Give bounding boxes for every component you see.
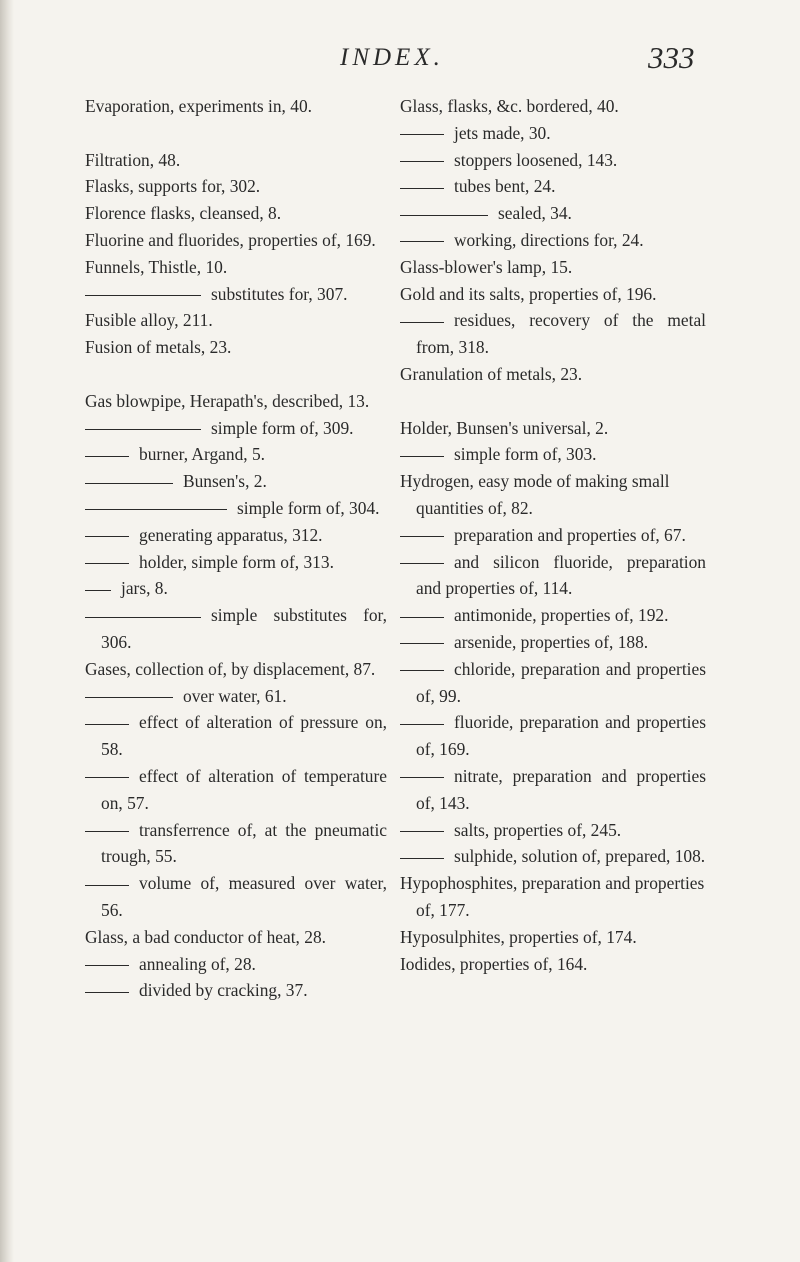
index-entry (85, 924, 387, 951)
entry-text: arsenide, properties of, 188. (454, 631, 649, 652)
index-subentry (85, 441, 387, 468)
ditto-dash (400, 241, 444, 242)
entry-text: Gases, collection of, by displacement, 87. (85, 658, 376, 679)
index-entry (85, 388, 387, 415)
ditto-dash (400, 831, 444, 832)
index-entry (400, 468, 706, 522)
index-subentry (400, 763, 706, 817)
entry-text: Glass-blower's lamp, 15. (400, 256, 573, 277)
ditto-dash (400, 643, 444, 644)
entry-text: Funnels, Thistle, 10. (85, 256, 228, 277)
entry-text: divided by cracking, 37. (139, 980, 308, 1001)
index-subentry (400, 522, 706, 549)
index-subentry (400, 602, 706, 629)
index-subentry (400, 227, 706, 254)
entry-text: sealed, 34. (498, 203, 572, 224)
entry-text: working, directions for, 24. (454, 229, 644, 250)
entry-text: simple form of, 309. (211, 417, 354, 438)
index-subentry (400, 200, 706, 227)
entry-text: volume of, measured over water, 56. (101, 873, 387, 920)
ditto-dash (400, 161, 444, 162)
index-subentry (85, 683, 387, 710)
ditto-dash (400, 724, 444, 725)
entry-text: jets made, 30. (454, 122, 551, 143)
index-entry (85, 93, 387, 120)
ditto-dash (85, 429, 201, 430)
ditto-dash (85, 617, 201, 618)
index-entry (400, 870, 706, 924)
index-column-left (85, 93, 387, 1004)
entry-text: generating apparatus, 312. (139, 524, 323, 545)
index-entry (400, 281, 706, 308)
ditto-dash (85, 563, 129, 564)
index-entry (85, 147, 387, 174)
entry-text: Hydrogen, easy mode of making small quantities of, 82. (400, 471, 670, 518)
index-subentry (85, 468, 387, 495)
ditto-dash (400, 456, 444, 457)
entry-text: Holder, Bunsen's universal, 2. (400, 417, 609, 438)
index-entry (85, 307, 387, 334)
entry-text: Bunsen's, 2. (183, 471, 267, 492)
index-subentry (400, 147, 706, 174)
index-entry (85, 254, 387, 281)
entry-text: nitrate, preparation and properties of, 143. (416, 765, 706, 813)
entry-text: effect of alteration of pressure on, 58. (101, 712, 387, 760)
ditto-dash (85, 965, 129, 966)
index-entry (85, 656, 387, 683)
ditto-dash (400, 536, 444, 537)
ditto-dash (85, 590, 111, 591)
index-entry (85, 227, 387, 254)
ditto-dash (85, 831, 129, 832)
entry-text: stoppers loosened, 143. (454, 149, 618, 170)
entry-text: salts, properties of, 245. (454, 819, 622, 840)
entry-text: chloride, preparation and properties of, 99. (416, 658, 706, 706)
ditto-dash (400, 670, 444, 671)
entry-text: Flasks, supports for, 302. (85, 176, 261, 197)
index-subentry (400, 629, 706, 656)
entry-text: tubes bent, 24. (454, 176, 556, 197)
entry-text: Gold and its salts, properties of, 196. (400, 283, 657, 304)
entry-text: and silicon fluoride, preparation and properties of, 114. (416, 551, 706, 599)
index-entry (400, 415, 706, 442)
page-number: 333 (648, 40, 695, 75)
index-subentry (85, 495, 387, 522)
index-subentry (400, 549, 706, 603)
entry-text: antimonide, properties of, 192. (454, 605, 669, 626)
entry-text: Iodides, properties of, 164. (400, 953, 588, 974)
index-subentry (85, 709, 387, 763)
index-subentry (85, 977, 387, 1004)
index-column-right (400, 93, 706, 977)
index-subentry (85, 951, 387, 978)
index-entry (85, 173, 387, 200)
entry-text: Filtration, 48. (85, 149, 181, 170)
entry-text: holder, simple form of, 313. (139, 551, 334, 572)
index-entry (400, 951, 706, 978)
index-subentry (85, 817, 387, 871)
entry-text: transferrence of, at the pneumatic trough, 55. (101, 819, 387, 867)
ditto-dash (400, 134, 444, 135)
ditto-dash (85, 697, 173, 698)
index-subentry (85, 763, 387, 817)
entry-text: simple form of, 303. (454, 444, 597, 465)
page-spine-edge (0, 0, 14, 1262)
entry-text: fluoride, preparation and properties of, 169. (416, 712, 706, 760)
index-subentry (85, 549, 387, 576)
index-entry (400, 254, 706, 281)
index-subentry (400, 843, 706, 870)
index-subentry (400, 307, 706, 361)
index-subentry (400, 173, 706, 200)
index-entry (400, 93, 706, 120)
index-subentry (400, 120, 706, 147)
index-subentry (400, 656, 706, 710)
entry-text: simple form of, 304. (237, 497, 380, 518)
ditto-dash (400, 215, 488, 216)
ditto-dash (400, 322, 444, 323)
index-subentry (400, 441, 706, 468)
entry-text: residues, recovery of the metal from, 318. (416, 310, 706, 358)
entry-text: Glass, flasks, &c. bordered, 40. (400, 96, 619, 116)
entry-text: burner, Argand, 5. (139, 444, 266, 465)
entry-text: jars, 8. (121, 578, 168, 599)
ditto-dash (85, 456, 129, 457)
index-subentry (85, 870, 387, 924)
ditto-dash (85, 483, 173, 484)
index-subentry (400, 817, 706, 844)
entry-text: Evaporation, experiments in, 40. (85, 96, 312, 116)
index-subentry (85, 575, 387, 602)
entry-text: Fusion of metals, 23. (85, 337, 232, 358)
ditto-dash (85, 992, 129, 993)
entry-text: Florence flasks, cleansed, 8. (85, 203, 282, 224)
running-title: INDEX. (340, 44, 444, 71)
entry-text: Hyposulphites, properties of, 174. (400, 926, 637, 947)
index-entry (85, 334, 387, 361)
index-entry (400, 924, 706, 951)
entry-text: Hypophosphites, preparation and properties of, 177. (400, 873, 705, 920)
ditto-dash (85, 724, 129, 725)
ditto-dash (400, 617, 444, 618)
ditto-dash (400, 858, 444, 859)
entry-text: over water, 61. (183, 685, 287, 706)
ditto-dash (400, 188, 444, 189)
entry-text: sulphide, solution of, prepared, 108. (454, 846, 706, 867)
entry-text: effect of alteration of temperature on, 57. (101, 765, 387, 813)
entry-text: Gas blowpipe, Herapath's, described, 13. (85, 390, 370, 411)
ditto-dash (85, 509, 227, 510)
index-subentry (85, 602, 387, 656)
index-entry (85, 200, 387, 227)
ditto-dash (400, 777, 444, 778)
entry-text: annealing of, 28. (139, 953, 256, 974)
ditto-dash (85, 885, 129, 886)
index-subentry (85, 415, 387, 442)
ditto-dash (85, 536, 129, 537)
ditto-dash (85, 777, 129, 778)
entry-text: preparation and properties of, 67. (454, 524, 686, 545)
index-subentry (85, 522, 387, 549)
entry-text: Glass, a bad conductor of heat, 28. (85, 926, 326, 947)
entry-text: substitutes for, 307. (211, 283, 348, 304)
index-entry (400, 361, 706, 388)
entry-text: Fluorine and fluorides, properties of, 169. (85, 229, 376, 250)
page-header (0, 40, 800, 80)
ditto-dash (400, 563, 444, 564)
entry-text: Granulation of metals, 23. (400, 363, 583, 384)
index-subentry (400, 709, 706, 763)
ditto-dash (85, 295, 201, 296)
entry-text: Fusible alloy, 211. (85, 310, 213, 331)
index-subentry (85, 281, 387, 308)
entry-text: simple substitutes for, 306. (101, 605, 387, 652)
